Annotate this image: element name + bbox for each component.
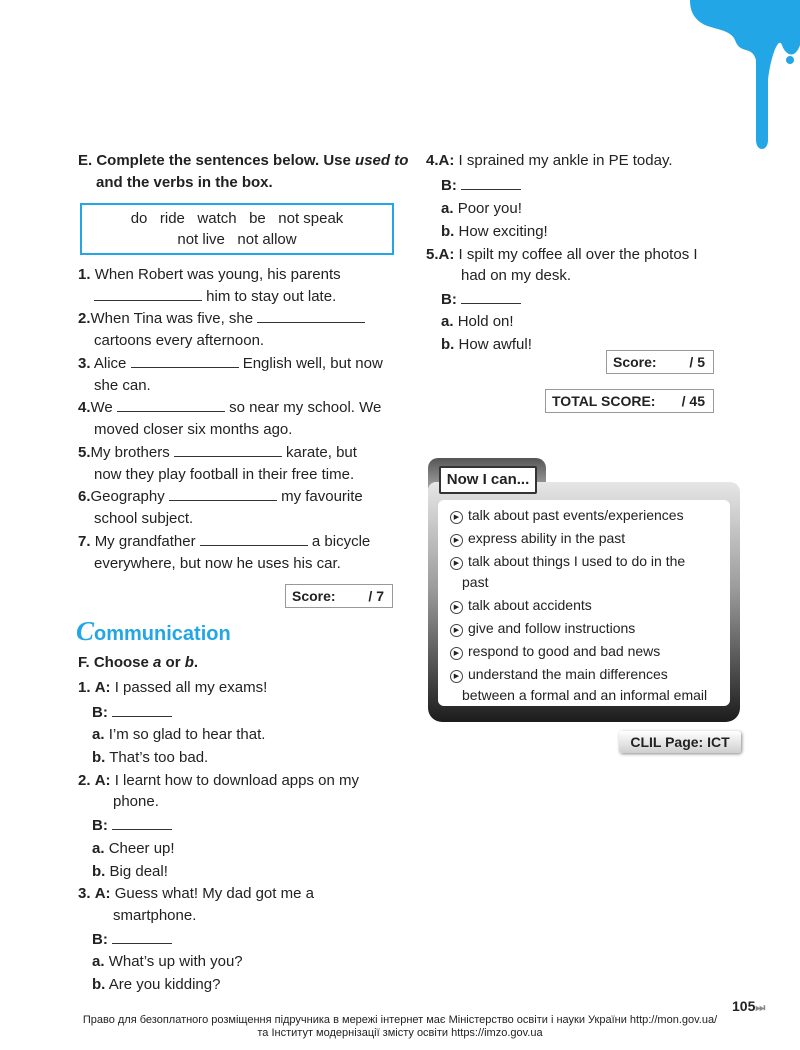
can-do-item-line2: past [462,574,489,590]
dialogue-5-a: 5.A: I spilt my coffee all over the photos I [426,246,698,263]
exercise-e-item-6: 6.Geography my favourite [78,488,363,505]
score-label: Score: [292,588,336,604]
answer-blank[interactable] [112,816,172,830]
answer-blank[interactable] [200,532,308,546]
can-do-item: ▶ give and follow instructions [450,618,635,639]
verb-box-line1: do ride watch be not speak [130,210,344,227]
checkbox-icon[interactable]: ▶ [450,557,463,570]
answer-blank[interactable] [461,176,521,190]
exercise-e-item-1-line2: him to stay out late. [94,286,336,307]
score-label: Score: [613,354,657,370]
footer-line-1: Право для безоплатного розміщення підручника в мережі інтернет має Міністерство освіти і науки України http://mon.gov.ua/ [82,1014,718,1026]
answer-blank[interactable] [131,354,239,368]
communication-heading: Communication [76,616,231,646]
exercise-e-item-7-line2: everywhere, but now he uses his car. [94,555,341,572]
score-value: / 7 [368,588,384,604]
dialogue-1-b: B: [92,702,172,723]
dialogue-3-option-a[interactable]: a. What’s up with you? [92,953,243,970]
section-e-instruction-line2: and the verbs in the box. [96,174,273,191]
dialogue-5-b: B: [441,289,521,310]
checkbox-icon[interactable]: ▶ [450,624,463,637]
checkbox-icon[interactable]: ▶ [450,670,463,683]
can-do-item: ▶ talk about accidents [450,595,592,616]
can-do-item: ▶ understand the main differences [450,664,668,685]
answer-blank[interactable] [169,487,277,501]
section-e-instruction: E. Complete the sentences below. Use used to [78,152,409,169]
answer-blank[interactable] [112,930,172,944]
dialogue-3-b: B: [92,929,172,950]
answer-blank[interactable] [257,309,365,323]
dialogue-1-option-a[interactable]: a. I’m so glad to hear that. [92,726,266,743]
answer-blank[interactable] [112,703,172,717]
dialogue-1-a: 1. A: I passed all my exams! [78,679,268,696]
dialogue-5-option-a[interactable]: a. Hold on! [441,313,514,330]
exercise-e-item-5-line2: now they play football in their free time. [94,466,355,483]
checkbox-icon[interactable]: ▶ [450,511,463,524]
total-score-box [545,389,714,413]
can-do-item: ▶ talk about things I used to do in the [450,551,685,572]
dialogue-2-option-b[interactable]: b. Big deal! [92,863,168,880]
dialogue-3-option-b[interactable]: b. Are you kidding? [92,976,221,993]
checkbox-icon[interactable]: ▶ [450,534,463,547]
exercise-e-item-2-line2: cartoons every afternoon. [94,332,265,349]
checkbox-icon[interactable]: ▶ [450,647,463,660]
answer-blank[interactable] [461,290,521,304]
exercise-e-item-3-line2: she can. [94,377,151,394]
next-page-arrows-icon: ⏭ [755,1002,766,1014]
exercise-e-item-4-line2: moved closer six months ago. [94,421,293,438]
can-do-item-line2: between a formal and an informal email [462,687,708,703]
page-number: 105⏭ [732,998,766,1014]
clil-page-tab[interactable]: CLIL Page: ICT [619,731,741,753]
exercise-e-item-4: 4.We so near my school. We [78,399,382,416]
checkbox-icon[interactable]: ▶ [450,601,463,614]
score-box-e [285,584,393,608]
exercise-e-item-6-line2: school subject. [94,510,194,527]
answer-blank[interactable] [94,287,202,301]
dialogue-4-b: B: [441,175,521,196]
footer-line-2: та Інститут модернізації змісту освіти https://imzo.gov.ua [257,1027,543,1039]
exercise-e-item-5: 5.My brothers karate, but [78,444,357,461]
exercise-e-item-2: 2.When Tina was five, she [78,308,365,329]
dialogue-2-b: B: [92,815,172,836]
total-score-value: / 45 [681,393,705,409]
exercise-e-item-7: 7. My grandfather a bicycle [78,533,371,550]
score-value: / 5 [689,354,705,370]
can-do-item: ▶ talk about past events/experiences [450,505,684,526]
dialogue-5-a-line2: had on my desk. [461,267,572,284]
dialogue-4-option-a[interactable]: a. Poor you! [441,200,522,217]
dialogue-4-option-b[interactable]: b. How exciting! [441,223,548,240]
dialogue-5-option-b[interactable]: b. How awful! [441,336,532,353]
section-f-instruction: F. Choose a or b. [78,654,199,671]
answer-blank[interactable] [174,443,282,457]
now-i-can-panel [438,500,730,706]
dialogue-2-a-line2: phone. [113,793,159,810]
can-do-item: ▶ express ability in the past [450,528,625,549]
dialogue-4-a: 4.A: I sprained my ankle in PE today. [426,152,673,169]
dialogue-3-a-line2: smartphone. [113,907,197,924]
dialogue-3-a: 3. A: Guess what! My dad got me a [78,885,314,902]
answer-blank[interactable] [117,398,225,412]
now-i-can-folder [428,458,740,722]
exercise-e-item-1: 1. When Robert was young, his parents [78,266,341,283]
dialogue-2-option-a[interactable]: a. Cheer up! [92,840,175,857]
can-do-item: ▶ respond to good and bad news [450,641,660,662]
paint-splash-decoration [690,0,800,160]
score-box-f [606,350,714,374]
dialogue-2-a: 2. A: I learnt how to download apps on my [78,772,360,789]
now-i-can-title: Now I can... [439,466,537,494]
verb-box-line2: not live not allow [177,231,297,248]
verb-box [80,203,394,255]
dialogue-1-option-b[interactable]: b. That’s too bad. [92,749,209,766]
exercise-e-item-3: 3. Alice English well, but now [78,355,383,372]
total-score-label: TOTAL SCORE: [552,393,656,409]
